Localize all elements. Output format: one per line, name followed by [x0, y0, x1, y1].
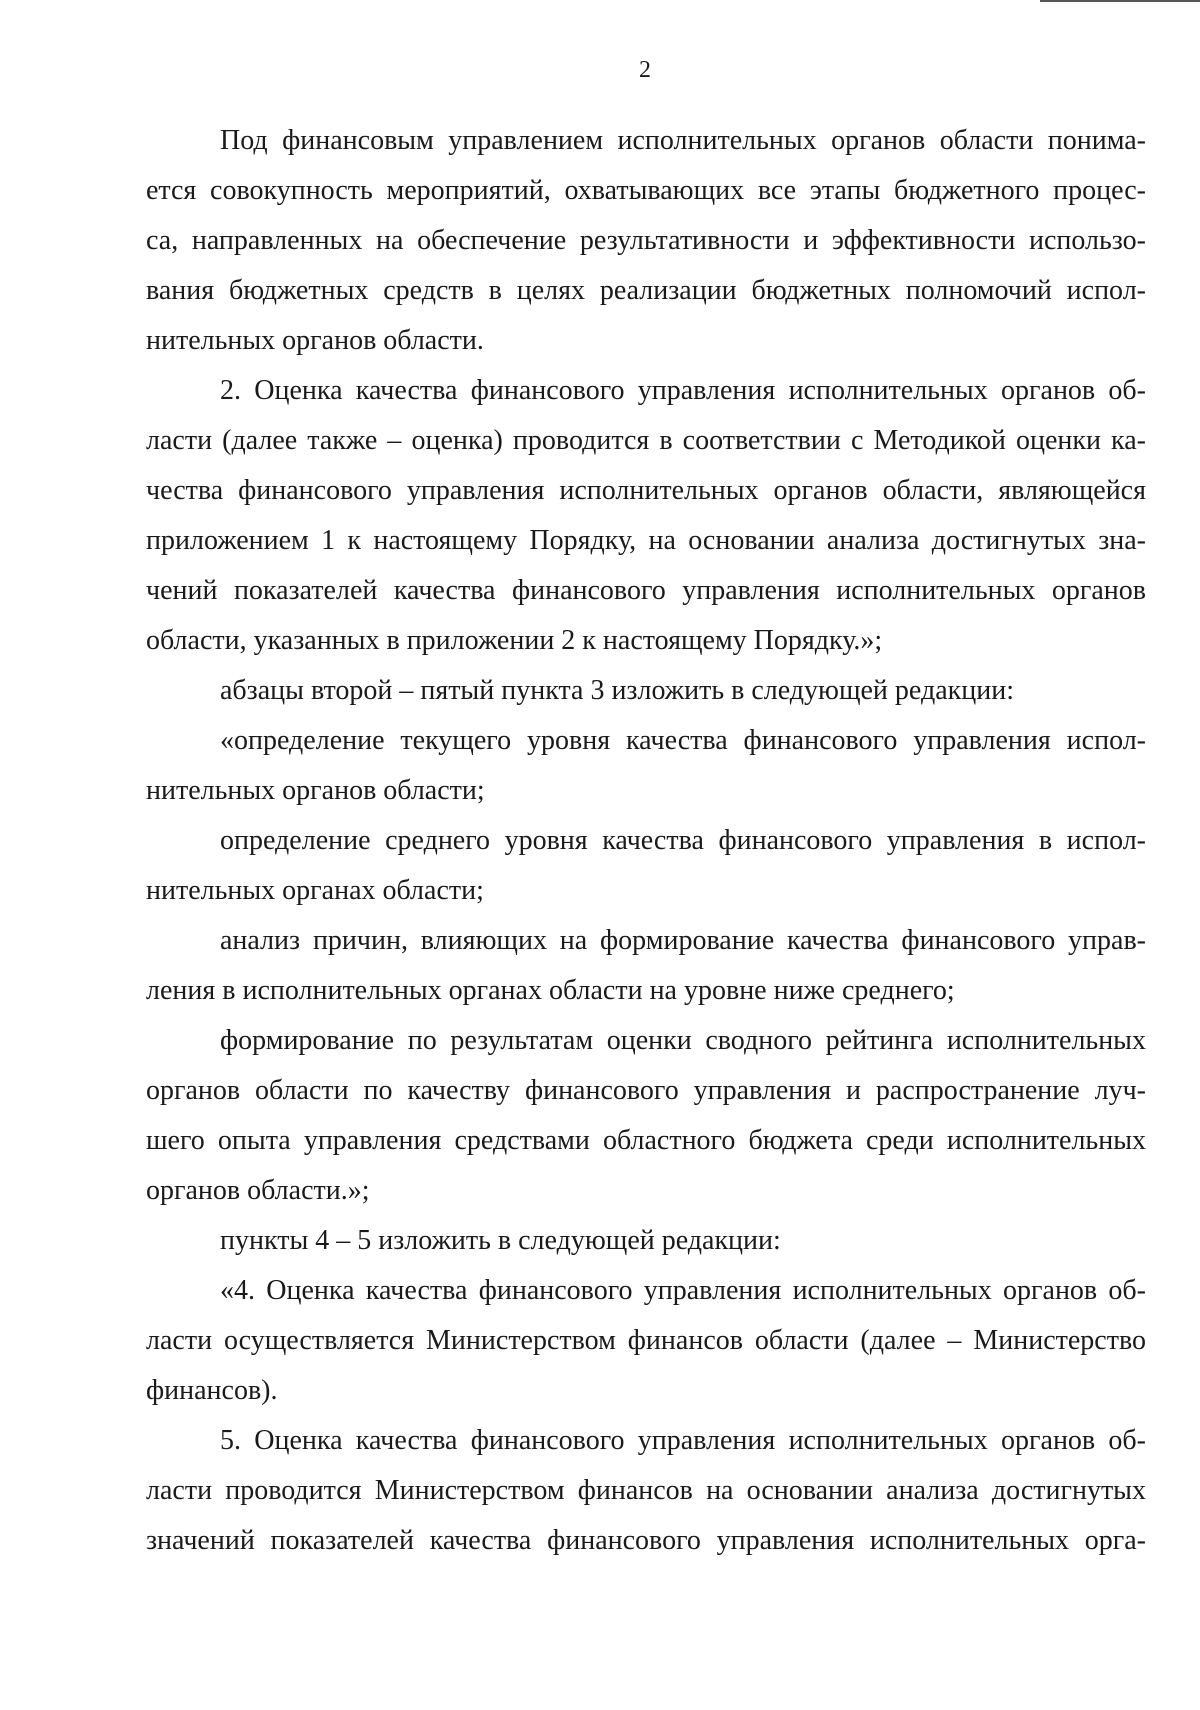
text-line: нительных органов области. [146, 325, 484, 356]
paragraph [146, 1416, 1146, 1566]
text-line: нительных органов области; [146, 775, 485, 806]
document-body [146, 116, 1146, 1566]
text-line: финансов). [146, 1375, 278, 1406]
paragraph [146, 816, 1146, 916]
paragraph [146, 1016, 1146, 1216]
text-line: абзацы второй – пятый пункта 3 изложить в следующей редакции: [220, 675, 1014, 706]
text-line: Под финансовым управлением исполнительных органов области понима- [220, 125, 1146, 156]
text-line: нительных органах области; [146, 875, 484, 906]
text-line: «определение текущего уровня качества финансового управления испол- [220, 725, 1146, 756]
text-line: ется совокупность мероприятий, охватывающих все этапы бюджетного процес- [146, 175, 1146, 206]
text-line: органов области по качеству финансового управления и распространение луч- [146, 1075, 1146, 1106]
paragraph [146, 1216, 1146, 1266]
paragraph [146, 116, 1146, 366]
paragraph [146, 666, 1146, 716]
text-line: приложением 1 к настоящему Порядку, на основании анализа достигнутых зна- [146, 525, 1146, 556]
paragraph [146, 916, 1146, 1016]
text-line: чений показателей качества финансового управления исполнительных органов [146, 575, 1146, 606]
text-line: определение среднего уровня качества финансового управления в испол- [220, 825, 1146, 856]
text-line: чества финансового управления исполнительных органов области, являющейся [146, 475, 1146, 506]
text-line: ласти (далее также – оценка) проводится в соответствии с Методикой оценки ка- [146, 425, 1146, 456]
text-line: ления в исполнительных органах области на уровне ниже среднего; [146, 975, 955, 1006]
text-line: ласти проводится Министерством финансов на основании анализа достигнутых [146, 1475, 1146, 1506]
text-line: ласти осуществляется Министерством финансов области (далее – Министерство [146, 1325, 1146, 1356]
text-line: вания бюджетных средств в целях реализации бюджетных полномочий испол- [146, 275, 1146, 306]
text-line: анализ причин, влияющих на формирование качества финансового управ- [220, 925, 1146, 956]
top-edge-rule [1040, 0, 1200, 2]
text-line: органов области.»; [146, 1175, 370, 1206]
text-line: са, направленных на обеспечение результативности и эффективности использо- [146, 225, 1146, 256]
text-line: шего опыта управления средствами областного бюджета среди исполнительных [146, 1125, 1146, 1156]
paragraph [146, 716, 1146, 816]
text-line: 2. Оценка качества финансового управления исполнительных органов об- [220, 375, 1146, 406]
paragraph [146, 1266, 1146, 1416]
text-line: «4. Оценка качества финансового управления исполнительных органов об- [220, 1275, 1146, 1306]
paragraph [146, 366, 1146, 666]
text-line: формирование по результатам оценки сводного рейтинга исполнительных [220, 1025, 1146, 1056]
text-line: 5. Оценка качества финансового управления исполнительных органов об- [220, 1425, 1146, 1456]
text-line: пункты 4 – 5 изложить в следующей редакции: [220, 1225, 781, 1256]
text-line: области, указанных в приложении 2 к настоящему Порядку.»; [146, 625, 883, 656]
page-number: 2 [639, 57, 651, 83]
text-line: значений показателей качества финансового управления исполнительных орга- [146, 1525, 1146, 1556]
